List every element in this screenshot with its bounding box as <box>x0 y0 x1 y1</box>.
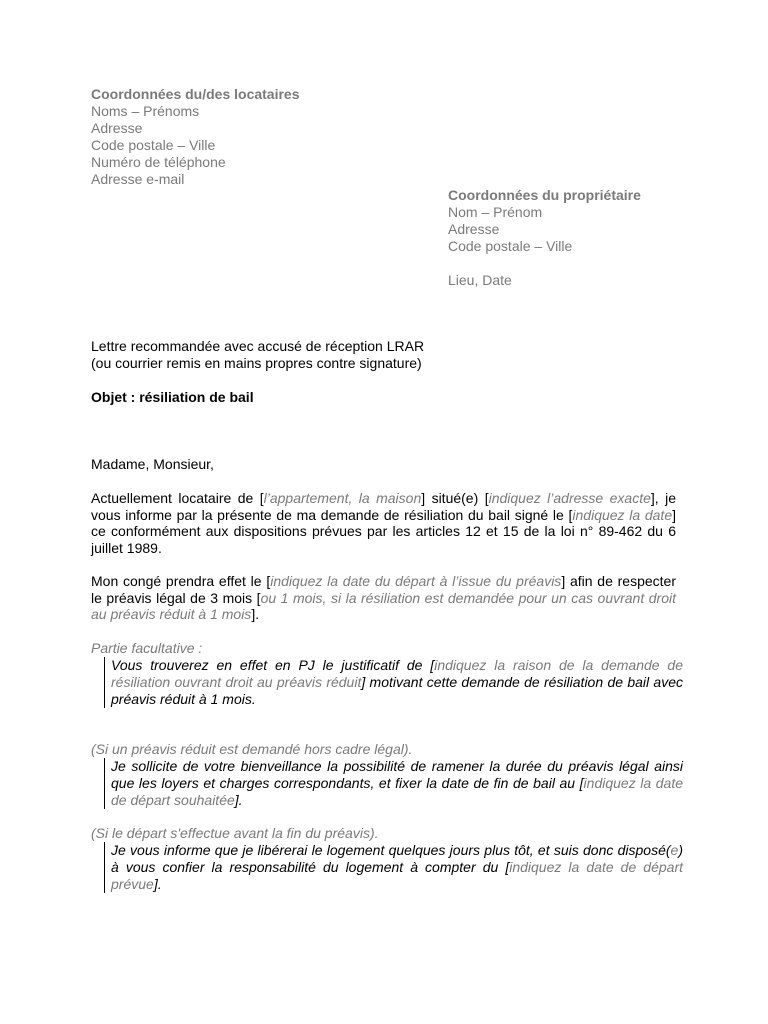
opt2-text-2: ]. <box>234 792 243 808</box>
delivery-line-1: Lettre recommandée avec accusé de réception LRAR <box>91 338 425 354</box>
opt3-text-1: Je vous informe que je libérerai le logement quelques jours plus tôt, et suis donc disposé( <box>111 842 671 858</box>
tenant-address: Adresse <box>91 120 143 136</box>
opt3-text-2: ) à vous confier la responsabilité du logement à compter du [ <box>111 842 683 875</box>
optional-label-1: Partie facultative : <box>91 640 203 656</box>
para1-text-2: ] situé(e) [ <box>421 490 489 506</box>
owner-heading: Coordonnées du propriétaire <box>448 187 641 203</box>
owner-block <box>448 187 641 289</box>
place-date: Lieu, Date <box>448 272 512 288</box>
paragraph-notice <box>91 573 676 623</box>
subject-line: Objet : résiliation de bail <box>91 389 254 405</box>
para1-placeholder-address: indiquez l’adresse exacte <box>488 490 651 506</box>
optional-label-3: (Si le départ s'effectue avant la fin du préavis). <box>91 825 379 841</box>
opt2-placeholder-date: indiquez la date de départ souhaitée <box>111 775 683 808</box>
para1-text-4: ] ce conformément aux dispositions prévues par les articles 12 et 15 de la loi n° 89-462 du 6 juillet 1989. <box>91 506 676 556</box>
para2-placeholder-reduced: ou 1 mois, si la résiliation est demandée pour un cas ouvrant droit au préavis réduit à 1 mois <box>91 589 676 622</box>
opt3-placeholder-gender: e <box>670 842 679 858</box>
optional-block-3 <box>104 842 683 893</box>
opt1-text-1: Vous trouverez en effet en PJ le justificatif de [ <box>111 657 435 673</box>
paragraph-intro <box>91 490 676 556</box>
para2-text-3: ]. <box>251 606 260 622</box>
optional-block-2 <box>104 758 683 809</box>
para1-placeholder-housing: l’appartement, la maison <box>263 490 422 506</box>
opt1-text-2: ] motivant cette demande de résiliation de bail avec préavis réduit à 1 mois. <box>111 674 683 707</box>
owner-name: Nom – Prénom <box>448 204 543 220</box>
owner-city: Code postale – Ville <box>448 238 573 254</box>
opt3-text-3: ]. <box>153 876 162 892</box>
tenant-email: Adresse e-mail <box>91 171 185 187</box>
owner-address: Adresse <box>448 221 500 237</box>
opt3-placeholder-date: indiquez la date de départ prévue <box>111 859 684 892</box>
tenant-block <box>91 86 300 188</box>
para1-text-3: ], je vous informe par la présente de ma demande de résiliation du bail signé le [ <box>91 490 676 523</box>
para1-text-1: Actuellement locataire de [ <box>91 490 264 506</box>
para2-text-1: Mon congé prendra effet le [ <box>91 573 271 589</box>
tenant-heading: Coordonnées du/des locataires <box>91 86 300 102</box>
tenant-phone: Numéro de téléphone <box>91 154 226 170</box>
para1-placeholder-date: indiquez la date <box>572 506 673 523</box>
tenant-names: Noms – Prénoms <box>91 103 200 119</box>
salutation: Madame, Monsieur, <box>91 456 214 472</box>
delivery-line-2: (ou courrier remis en mains propres contre signature) <box>91 355 422 371</box>
delivery-block <box>91 338 424 372</box>
opt2-text-1: Je sollicite de votre bienveillance la possibilité de ramener la durée du préavis légal ainsi que les loyers et charges correspondants, et fixer la date de fin de bail au [ <box>111 758 683 791</box>
para2-text-2: ] afin de respecter le préavis légal de 3 mois [ <box>91 573 676 606</box>
optional-block-1 <box>104 657 683 708</box>
para2-placeholder-departure: indiquez la date du départ à l’issue du préavis <box>270 573 562 589</box>
tenant-city: Code postale – Ville <box>91 137 216 153</box>
optional-label-2: (Si un préavis réduit est demandé hors cadre légal). <box>91 741 413 757</box>
opt1-placeholder-reason: indiquez la raison de la demande de résiliation ouvrant droit au préavis réduit <box>111 657 683 690</box>
